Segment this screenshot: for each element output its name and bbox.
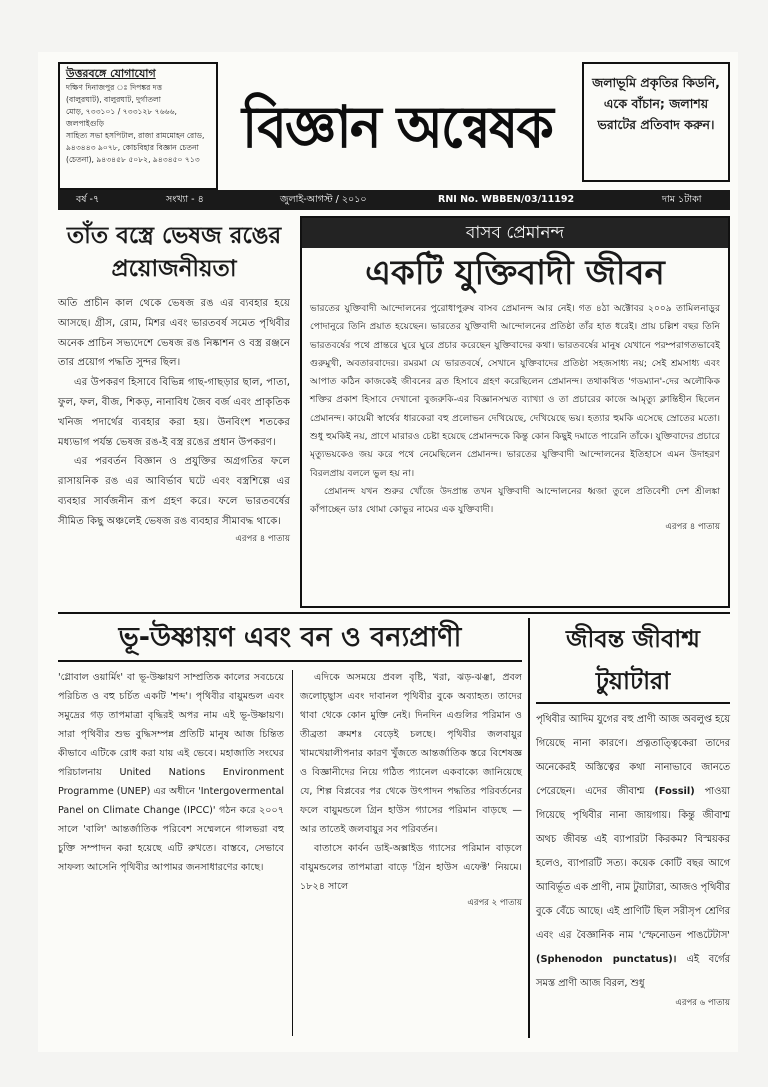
- author-banner: বাসব প্রেমানন্দ: [302, 218, 728, 248]
- newspaper-page: [38, 52, 738, 1052]
- article-text: পাওয়া গিয়েছে পৃথিবীর নানা জায়গায়। কিন্তু জীবাশ্ম অথচ জীবন্ত এই ব্যাপারটা কিরকম? বিস্ময়কর হলেও, ব্যাপারটি সত্য। কয়েক কোটি বছর আগে আবির্ভূত এক প্রাণী, নাম টুয়াটারা, আজও পৃথিবীর বুকে বেঁচে আছে। এই প্রাণিটি ছিল সরীসৃপ শ্রেণির এবং এর বৈজ্ঞানিক নাম 'স্ফেনোডন পাঙটেটাস': [536, 786, 730, 941]
- article-column: [300, 668, 522, 910]
- article-paragraph: ভারতের যুক্তিবাদী আন্দোলনের পুরোধাপুরুষ বাসব প্রেমানন্দ আর নেই। গত ৪ঠা অক্টোবর ২০০৯ তামিলনাড়ুর পোদানুরে তিনি প্রয়াত হয়েছেন। ভারতের যুক্তিবাদী আন্দোলনের প্রতিষ্ঠা তাঁর হাত ধরেই। প্রায় চল্লিশ বছর তিনি ভারতবর্ষের পথে প্রান্তরে ঘুরে ঘুরে প্রচার করেছেন যুক্তিবাদের কথা। ভারতবর্ষের মানুষ যেখানে পরম্পরাগতভাবেই গুরুমুখী, অবতারবাদের। রমরমা যে ভারতবর্ষে, সেখানে যুক্তিবাদের প্রতিষ্ঠা সহজসাধ্য নয়; সেই শ্রমসাধ্য এবং আপাত কঠিন কাজকেই জীবনের ব্রত হিসাবে গ্রহণ করেছিলেন প্রেমানন্দ। তথাকথিত 'গডম্যান'-দের অলৌকিক শক্তির প্রকাশ হিসাবে দেখানো বুজরুকি-এর বিজ্ঞানসম্মত ব্যাখ্যা ও তা প্রচারের কাজে আমৃত্যু ক্লান্তিহীন ছিলেন প্রেমানন্দ। কায়েমী স্বার্থের ধারকেরা বহু প্রলোভন দেখিয়েছে, দেখিয়েছে ভয়। হত্যার হুমকি এসেছে স্রোতের মতো। শুধু হুমকিই নয়, প্রাণে মারারও চেষ্টা হয়েছে প্রেমানন্দকে কিন্তু কোন কিছুই দমাতে পারেনি তাঁকে। যুক্তিবাদের প্রচারে মৃত্যুভয়কেও জয় করে পথে নেমেছিলেন প্রেমানন্দ। ভারতের যুক্তিবাদী আন্দোলনের ইতিহাসে এমন উদাহরণ বিরলপ্রায় বললে ভুল হয় না।: [310, 303, 720, 479]
- article-column: [58, 668, 284, 877]
- article-paragraph: এদিকে অসময়ে প্রবল বৃষ্টি, খরা, ঝড়-ঝঞ্ঝা, প্রবল জলোচ্ছ্বাস এবং দাবানল পৃথিবীর বুকে অব্যাহত। তাদের থাবা থেকে কোন মুক্তি নেই। দিনদিন এগুলির পরিমান ও তীব্রতা ক্রমশঃ বেড়েই চলছে। পৃথিবীর জলবায়ুর খামখেয়ালীপনার কারণ খুঁজতে আন্তর্জাতিক স্তরে বিশেষজ্ঞ ও বিজ্ঞানীদের নিয়ে গঠিত প্যানেল একবাক্যে জানিয়েছে যে, শিল্প বিপ্লবের পর থেকে উৎপাদন পদ্ধতির পরিবর্তনের ফলে বায়ুমন্ডলে গ্রিন হাউস গ্যাসের পরিমান বাড়ছে — আর তাতেই জলবায়ুর সব পরিবর্তন।: [300, 672, 522, 835]
- issue-info-bar: [58, 190, 730, 210]
- column-divider: [528, 618, 530, 1038]
- article-text-english: (Fossil): [654, 786, 695, 797]
- rni-number: RNI No. WBBEN/03/11192: [438, 194, 575, 205]
- article-text: গঠন করে ২০০৭ সালে 'বালি' আন্তর্জাতিক পরিবেশ সম্মেলনে গালভরা বহু চুক্তি সম্পাদন করা হয়েছে এটি রুখতে। বাস্তবে, সেভাবে সাফল্য আসেনি পৃথিবীর আপামর জনসাধারণের কাছে।: [58, 805, 284, 873]
- article-paragraph: এর পরবর্তন বিজ্ঞান ও প্রযুক্তির অগ্রগতির ফলে রাসায়নিক রঙ এর আবির্ভাব ঘটে এবং বস্ত্রশিল্পে এর ব্যবহার সার্বজনীন রূপ গ্রহণ করে। ফলে ভারতবর্ষের সীমিত কিছু অঞ্চলেই ভেষজ রঙ ব্যবহার সীমাবদ্ধ থাকে।: [58, 456, 290, 527]
- contact-box: [58, 62, 218, 190]
- article-tuatara: [536, 618, 730, 1010]
- article-paragraph: অতি প্রাচীন কাল থেকে ভেষজ রঙ এর ব্যবহার হয়ে আসছে। গ্রীস, রোম, মিশর এবং ভারতবর্ষ সমেত পৃথিবীর অনেক প্রাচিন সভ্যদেশে ভেষজ রঙ নিষ্কাশন ও বস্ত্র রঞ্জনে তার প্রয়োগ পদ্ধতি সুন্দর ছিল।: [58, 298, 290, 369]
- article-text: পৃথিবীর আদিম যুগের বহু প্রাণী আজ অবলুপ্ত হয়ে গিয়েছে নানা কারণে। প্রত্নতাত্ত্বিকেরা তাদের অনেকেরই অস্তিত্বের কথা নানাভাবে জানতে পেরেছেন। এদের জীবাশ্ম: [536, 714, 730, 797]
- continued-label: এরপর ২ পাতায়: [467, 898, 522, 908]
- article-herbal-dye: [58, 220, 290, 546]
- continued-label: এরপর ৬ পাতায়: [675, 998, 730, 1008]
- article-title: তাঁত বস্ত্রে ভেষজ রঙের প্রয়োজনীয়তা: [66, 223, 282, 282]
- article-text: 'গ্লোবাল ওয়ার্মিং' বা ভূ-উষ্ণায়ণ সাম্প্রতিক কালের সবচেয়ে পরিচিত ও বহু চর্চিত একটি 'শব্দ'। পৃথিবীর বায়ুমন্ডল এবং সমুদ্রের গড় তাপমাত্রা বৃদ্ধিরই অপর নাম এই ভূ-উষ্ণায়ণ। সারা পৃথিবীর শুভ বুদ্ধিসম্পন্ন প্রতিটি মানুষ আজ চিন্তিত কীভাবে এটিকে রোধ করা যায় এই ভেবে। মহাজাতি সংঘের পরিচালনায়: [58, 672, 284, 778]
- article-paragraph: এর উপকরণ হিসাবে বিভিন্ন গাছ-গাছড়ার ছাল, পাতা, ফুল, ফল, বীজ, শিকড়, নানাবিধ জৈব বর্জ এবং প্রাকৃতিক খনিজ পদার্থের ব্যবহার করা হয়। উনবিংশ শতকের মধ্যভাগ পর্যন্ত ভেষজ রঙ-ই বস্ত্র রঙের প্রধান উপকরণ।: [58, 377, 290, 448]
- contact-line: মোড়, ৭৩৩১০১ / ৭৩৩১২৮ ৭৬৬৬, জলপাইগুড়ি: [66, 107, 177, 128]
- article-title: ভূ-উষ্ণায়ণ এবং বন ও বন্যপ্রাণী: [58, 618, 522, 662]
- continued-label: এরপর ৪ পাতায়: [665, 521, 720, 532]
- article-text-english: United Nations Environment Programme (UNEP): [58, 767, 284, 797]
- issue-year: বর্ষ -৭: [76, 194, 100, 205]
- article-text-english: 'Intergovermental Panel on Climate Change (IPCC)': [58, 786, 285, 816]
- section-divider: [58, 612, 730, 614]
- contact-line: দক্ষিণ দিনাজপুর ঃ দিপঙ্কর দত্ত: [66, 83, 163, 92]
- article-text: এই বর্গের সমস্ত প্রাণী আজ বিরল, শুধু: [536, 954, 730, 989]
- article-title: জীবন্ত জীবাশ্ম টুয়াটারা: [536, 618, 730, 704]
- article-premananda: [300, 216, 730, 608]
- slogan-box: জলাভূমি প্রকৃতির কিডনি, একে বাঁচান; জলাশয় ভরাটের প্রতিবাদ করুন।: [582, 62, 730, 182]
- issue-number: সংখ্যা - ৪: [166, 194, 204, 205]
- contact-line: (চেতনা), ৯৪৩৪৫৮ ৫০৮২, ৯৪৩৪৫০ ৭১৩: [66, 155, 200, 164]
- article-paragraph: বাতাসে কার্বন ডাই-অক্সাইড গ্যাসের পরিমান বাড়লে বায়ুমন্ডলের তাপমাত্রা বাড়ে 'গ্রিন হাউস এফেক্ট' নিয়মে। ১৮২৪ সালে: [300, 843, 522, 892]
- article-text-english: (Sphenodon punctatus)।: [536, 954, 677, 965]
- contact-line: সাহিত্য সভা হসপিটাল, রাজা রামমোহন রোড,: [66, 131, 205, 140]
- continued-label: এরপর ৪ পাতায়: [235, 533, 290, 544]
- article-title: একটি যুক্তিবাদী জীবন: [365, 253, 665, 293]
- contact-title: উত্তরবঙ্গে যোগাযোগ: [66, 67, 156, 80]
- column-divider: [292, 670, 293, 1036]
- contact-line: ৯৪৩৪৪৩ ৯০৭৮, কোচবিহার বিজ্ঞান চেতনা: [66, 143, 199, 152]
- article-global-warming: [58, 618, 522, 662]
- masthead-title: বিজ্ঞান অন্বেষক: [242, 93, 552, 161]
- contact-line: (বালুরঘাট), বালুরঘাট, দুর্গাতলা: [66, 95, 161, 104]
- issue-date: জুলাই-আগস্ট / ২০১০: [280, 194, 367, 205]
- article-paragraph: প্রেমানন্দ যখন শুরুর খোঁজে উদপ্রান্ত তখন যুক্তিবাদী আন্দোলনের ধ্বজা তুলে প্রতিবেশী দেশ শ্রীলঙ্কা কাঁপাচ্ছেন ডাঃ থোমা কোভুর নামের এক যুক্তিবাদী।: [310, 485, 720, 516]
- price: দাম ১টাকা: [662, 194, 702, 205]
- article-text: এর অধীনে: [153, 786, 196, 797]
